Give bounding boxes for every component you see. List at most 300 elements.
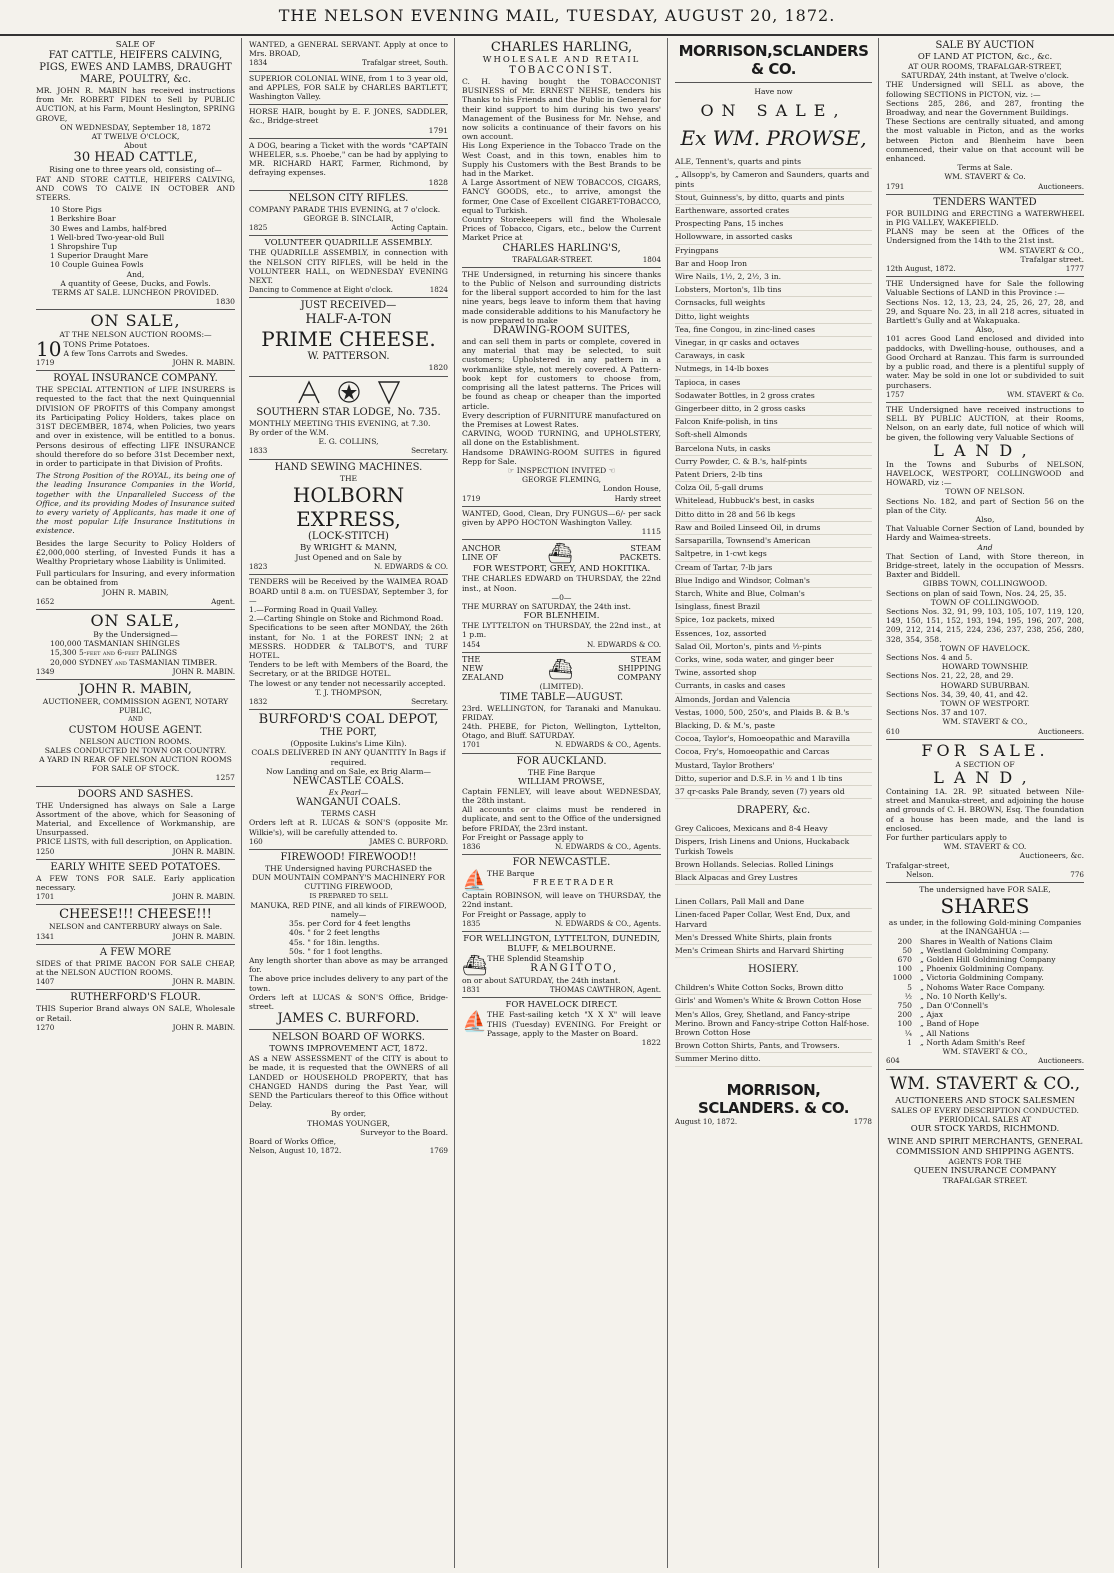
ad-heading: DOORS AND SASHES. (77, 788, 194, 800)
ad-text: About (124, 141, 147, 151)
steamship-icon: ⛴ (547, 656, 574, 681)
list-item: Spice, 1oz packets, mixed (675, 614, 872, 627)
ad-signature: GEORGE B. SINCLAIR, (303, 214, 394, 224)
ad-body: His Long Experience in the Tobacco Trade on the West Coast, and in this town, enables him to Supply his Customers with the Best Brands to be had in the Market. (462, 141, 661, 179)
share-company: „ No. 10 North Kelly's. (920, 991, 1008, 1001)
ad-body: PLANS may be seen at the Offices of the Undersigned from the 14th to the 21st inst. (886, 227, 1084, 246)
ad-signature: JOHN R. MABIN. (172, 892, 235, 902)
list-item: 45s. " for 18in. lengths. (289, 937, 380, 947)
shares-list (886, 937, 1084, 1047)
share-quantity: 670 (897, 955, 912, 965)
ad-flour (36, 990, 235, 1035)
list-item: 37 qr-casks Pale Brandy, seven (7) years old (675, 786, 872, 799)
ad-role: Acting Captain. (391, 223, 448, 233)
ad-signature: JOHN R. MABIN. (172, 1022, 235, 1032)
ad-role: Auctioneers. (1038, 1056, 1084, 1066)
ad-body: Sections No. 182, and part of Section 56 on the plan of the City. (886, 496, 1084, 515)
ad-subheading: THE PORT, (320, 727, 377, 739)
ad-body: Sections Nos. 37 and 107. (886, 708, 987, 718)
ad-body: and can sell them in parts or complete, covered in any material that may be selected, to suit customers; Upholstered in any pattern in a workmanlike style, not merely covered. A Pattern-book kept for customers to choose from, comprising all the latest patterns. The Prices will be found as cheap or cheaper than the imported article. (462, 337, 661, 411)
ad-body: Tenders to be left with Members of the Board, the Secretary, or at the BRIDGE HOTEL. (249, 660, 448, 679)
ad-text: OUR STOCK YARDS, RICHMOND. (910, 1123, 1060, 1134)
list-item: Men's Allos, Grey, Shetland, and Fancy-stripe Merino. Brown and Fancy-stripe Cotton Half-hose. Brown Cotton Hose (675, 1009, 872, 1041)
ad-text: SHIPPING (618, 663, 661, 673)
list-item: Lobsters, Morton's, 1lb tins (675, 284, 872, 297)
ad-on-sale-potatoes (36, 310, 235, 371)
ad-text: Also, (975, 325, 995, 335)
ad-subheading: TOWNS IMPROVEMENT ACT, 1872. (269, 1044, 428, 1055)
ad-sections-for-sale (886, 277, 1084, 403)
ad-anchor-line (462, 540, 661, 652)
list-item: 40s. " for 2 feet lengths (289, 928, 380, 938)
list-item: Currants, in casks and cases (675, 680, 872, 693)
ad-text: ZEALAND (462, 673, 504, 683)
ad-body: THE Undersigned having PURCHASED the (265, 863, 432, 873)
ad-headline: HOLBORN EXPRESS, (292, 482, 405, 531)
ad-nelson-rifles (249, 191, 448, 237)
ad-body: Sections Nos. 4 and 5. (886, 652, 973, 662)
ad-signature: N. EDWARDS & CO., Agents. (554, 842, 661, 852)
ad-body: THE CHARLES EDWARD on THURSDAY, the 22nd inst., at Noon. (462, 574, 661, 593)
list-item: 1 Berkshire Boar (50, 214, 116, 224)
ad-number: 604 (886, 1056, 900, 1066)
list-item: Twine, assorted shop (675, 667, 872, 680)
ad-text: A few Tons Carrots and Swedes. (63, 348, 188, 358)
share-row (886, 973, 1084, 982)
ad-signature: T. J. THOMPSON, (315, 687, 382, 697)
ad-date: ON WEDNESDAY, September 18, 1872 (60, 122, 211, 132)
list-item: Raw and Boiled Linseed Oil, in drums (675, 522, 872, 535)
ad-signature: THOMAS YOUNGER, (307, 1118, 390, 1128)
ad-text: The undersigned have FOR SALE, (919, 885, 1051, 895)
ad-subheading: (LOCK-STITCH) (308, 530, 389, 542)
ad-terms: TERMS AT SALE. LUNCHEON PROVIDED. (52, 288, 219, 298)
share-row (886, 983, 1084, 992)
ad-text: THE Fine Barque (527, 767, 596, 777)
list-item: Whitelead, Hubbuck's best, in casks (675, 495, 872, 508)
ad-signature: WM. STAVERT & CO., (942, 1047, 1028, 1057)
list-item: Cornsacks, full weights (675, 297, 872, 310)
ad-number: 1791 (886, 181, 905, 191)
drapery-list (675, 823, 872, 958)
ad-subheading: FAT CATTLE, HEIFERS CALVING, PIGS, EWES AND LAMBS, DRAUGHT MARE, POULTRY, &c. (39, 50, 232, 85)
ad-signature: N. EDWARDS & CO., Agents. (554, 918, 661, 928)
ad-text: IS PREPARED TO SELL (309, 891, 388, 900)
list-item: Soft-shell Almonds (675, 429, 872, 442)
column-1 (30, 38, 242, 1568)
list-item: Tapioca, in cases (675, 377, 872, 390)
ad-number: 1652 (36, 596, 55, 606)
ad-date: Nelson, August 10, 1872. (249, 1146, 342, 1156)
ad-body: That Valuable Corner Section of Land, bounded by Hardy and Waimea-streets. (886, 524, 1084, 543)
ad-body: Sections Nos. 32, 91, 99, 103, 105, 107, 119, 120, 149, 150, 151, 152, 193, 194, 195, 196, 207, 208, 209, 212, 214, 215, 224, 236, 237, 238, 256, 280, 328, 354, 358. (886, 606, 1084, 644)
share-company: „ Dan O'Connell's (920, 1001, 989, 1011)
ad-address: Trafalgar street. (1020, 254, 1084, 264)
ad-number: 1835 (462, 918, 481, 928)
ad-text: (Opposite Lukins's Lime Kiln). (290, 739, 407, 749)
share-quantity: ¼ (904, 1028, 912, 1038)
ad-body: A FEW TONS FOR SALE. Early application necessary. (36, 873, 235, 893)
ad-signature: W. PATTERSON. (307, 351, 390, 363)
ad-text: By order of the W.M. (249, 428, 329, 438)
ad-heading: SALE BY AUCTION (935, 40, 1035, 51)
list-item: Bar and Hoop Iron (675, 258, 872, 271)
ad-signature: JOHN R. MABIN. (172, 931, 235, 941)
ad-text: Just Opened and on Sale by (295, 552, 402, 562)
ad-body: For Freight or Passage apply to (462, 832, 584, 842)
ad-text: SALES CONDUCTED IN TOWN OR COUNTRY. (44, 745, 227, 755)
share-row (886, 937, 1084, 946)
ad-text: STEAM (630, 654, 661, 664)
steamship-icon: ⛴ (547, 541, 573, 566)
ad-signature: THOMAS CAWTHRON, Agent. (549, 985, 661, 995)
ad-charles-harling (462, 38, 661, 268)
list-item: Cocoa, Fry's, Homoeopathic and Carcas (675, 746, 872, 759)
list-item: 10 Store Pigs (50, 205, 102, 215)
ad-number: 1270 (36, 1022, 55, 1032)
list-item: Essences, 1oz, assorted (675, 628, 872, 641)
ad-heading: FOR HAVELOCK DIRECT. (505, 1000, 618, 1011)
ad-text: AGENTS FOR THE (948, 1156, 1022, 1166)
ad-headline: Ex WM. PROWSE, (680, 126, 867, 151)
ad-cattle-sale (36, 38, 235, 310)
ad-text: Dancing to Commence at Eight o'clock. (249, 285, 393, 295)
ad-body: For further particulars apply to (886, 833, 1007, 843)
list-item: 1 Superior Draught Mare (50, 251, 149, 261)
ad-prime-cheese (249, 298, 448, 376)
ad-footer-heading: MORRISON, SCLANDERS. & CO. (698, 1080, 849, 1117)
ad-signature: JOHN R. MABIN. (172, 666, 235, 676)
ad-body: PRICE LISTS, with full description, on Application. (36, 837, 233, 847)
list-item: Vestas, 1000, 500, 250's, and Plaids B. & B.'s (675, 707, 872, 720)
ad-body: 23rd. WELLINGTON, for Taranaki and Manukau. FRIDAY. (462, 703, 661, 722)
list-item: Grey Calicoes, Mexicans and 8-4 Heavy (675, 823, 872, 836)
ad-inspection: INSPECTION INVITED (516, 465, 607, 475)
ad-subheading: HOWARD SUBURBAN. (940, 680, 1030, 690)
ad-signature: E. G. COLLINS, (318, 437, 379, 447)
list-item: Brown Cotton Shirts, Pants, and Trowsers. (675, 1040, 872, 1053)
ad-number: 1830 (215, 297, 235, 307)
ad-text: SALES OF EVERY DESCRIPTION CONDUCTED. (891, 1105, 1079, 1115)
ad-text: By WRIGHT & MANN, (300, 542, 397, 553)
ad-signature: JAMES C. BURFORD. (277, 1011, 420, 1027)
ad-subheading: TOBACCONIST. (509, 65, 614, 76)
ad-text: AUCTIONEER, COMMISSION AGENT, NOTARY PUBLIC, (42, 696, 229, 716)
list-item: 30 Ewes and Lambs, half-bred (50, 223, 167, 233)
ad-body: MANUKA, RED PINE, and all kinds of FIREWOOD, namely— (250, 900, 447, 919)
ad-general-servant (249, 38, 448, 72)
ad-body: THIS Superior Brand always ON SALE, Wholesale or Retail. (36, 1004, 235, 1023)
share-row (886, 1029, 1084, 1038)
ad-headline: LAND, (933, 440, 1037, 460)
ad-tenders-waterwheel (886, 195, 1084, 277)
ad-doors-sashes (36, 787, 235, 860)
ad-number: 1777 (1065, 264, 1084, 274)
ad-number: 1832 (249, 696, 268, 706)
ad-number: 1791 (428, 125, 448, 135)
ad-signature: JOHN R. MABIN. (172, 358, 235, 368)
ad-waimea-tenders (249, 575, 448, 710)
share-quantity: 200 (897, 936, 912, 946)
ad-body: on or about SATURDAY, the 24th instant. (462, 976, 621, 986)
section-heading: HOSIERY. (748, 964, 799, 976)
ad-number: 1822 (641, 1038, 661, 1048)
ad-heading: FOR BLENHEIM. (523, 611, 600, 622)
ad-body: COMPANY PARADE THIS EVENING, at 7 o'clock. (249, 204, 441, 214)
ad-text: THE Barque (486, 869, 535, 879)
share-row (886, 964, 1084, 973)
list-item: Linen-faced Paper Collar, West End, Dux, and Harvard (675, 909, 872, 931)
ad-number: 1407 (36, 977, 55, 987)
ad-role: Surveyor to the Board. (360, 1127, 448, 1137)
list-item: Ditto, light weights (675, 311, 872, 324)
ad-heading: TENDERS WANTED (933, 196, 1037, 208)
ad-text: COMPANY (617, 673, 661, 683)
ad-text: PACKETS. (619, 553, 661, 563)
list-item: 100,000 TASMANIAN SHINGLES (50, 639, 180, 649)
ad-text (462, 466, 661, 475)
sailing-ship-icon: ⛵ (462, 1009, 487, 1034)
list-item: Summer Merino ditto. (675, 1053, 872, 1066)
ad-number: 1778 (853, 1116, 872, 1126)
ad-number: 1825 (249, 223, 268, 233)
ad-heading: RUTHERFORD'S FLOUR. (70, 992, 201, 1004)
ad-time: AT TWELVE O'CLOCK, (91, 132, 180, 142)
share-company: „ Victoria Goldmining Company. (920, 973, 1044, 983)
ad-address: TRAFALGAR-STREET. (512, 254, 593, 264)
ad-body: Handsome DRAWING-ROOM SUITES in figured Repp for Sale. (462, 447, 661, 466)
ad-text: AT OUR ROOMS, TRAFALGAR-STREET, (908, 62, 1062, 71)
column-2 (243, 38, 455, 1568)
list-item: Isinglass, finest Brazil (675, 601, 872, 614)
share-quantity: 1000 (892, 973, 912, 983)
ad-number: 1769 (429, 1146, 448, 1156)
ad-body: Full particulars for Insuring, and every information can be obtained from (36, 569, 235, 588)
ad-heading: CHEESE!!! CHEESE!!! (59, 907, 212, 923)
list-item: 15,300 5-feet and 6-feet PALINGS (50, 648, 178, 658)
ad-seed-potatoes (36, 860, 235, 906)
ad-body: 24th. PHEBE, for Picton, Wellington, Lyttelton, Otago, and Bluff. SATURDAY. (462, 721, 661, 741)
ad-date: August 10, 1872. (675, 1116, 738, 1126)
column-4 (669, 38, 879, 1568)
ad-number: 1820 (428, 363, 448, 373)
share-row (886, 1038, 1084, 1047)
list-item: Cream of Tartar, 7-lb jars (675, 562, 872, 575)
share-company: „ Ajax (920, 1010, 943, 1020)
ad-subheading: TOWN OF HAVELOCK. (940, 643, 1030, 653)
ad-signature: JOHN R. MABIN. (172, 977, 235, 987)
ad-signature: N. EDWARDS & CO., Agents. (554, 740, 661, 750)
ad-ship-name: RANGITOTO, (530, 963, 619, 975)
list-item: Dispers, Irish Linens and Unions, Huckaback Turkish Towels (675, 836, 872, 858)
ad-heading: ON SALE, (90, 610, 181, 630)
share-company: „ Nohoms Water Race Company. (920, 982, 1045, 992)
share-row (886, 1010, 1084, 1019)
ad-role: Auctioneers. (1038, 726, 1084, 736)
ad-body: All accounts or claims must be rendered in duplicate, and sent to the Office of the undersigned before FRIDAY, the 23rd instant. (462, 805, 662, 833)
ad-date: 12th August, 1872. (886, 264, 956, 274)
ad-number: 1341 (36, 931, 55, 941)
ad-body: THE Fast-sailing ketch "X X X" will leave THIS (Tuesday) EVENING. For Freight or Passage, apply to the Master on Board. (486, 1010, 661, 1038)
ad-picton-auction (886, 38, 1084, 195)
ad-text: And, (126, 269, 145, 279)
ad-text: AND (128, 716, 143, 724)
ad-text: ANCHOR (462, 544, 501, 554)
ad-heading: FOR AUCKLAND. (516, 755, 607, 767)
ad-burford-coal (249, 710, 448, 850)
ad-body: SUPERIOR COLONIAL WINE, from 1 to 3 year old, and APPLES, FOR SALE by CHARLES BARTLETT, Washington Valley. (249, 73, 448, 102)
ad-colonial-wine (249, 72, 448, 106)
ad-dog (249, 139, 448, 191)
ad-headline: LAND, (933, 768, 1037, 788)
column-3 (456, 38, 668, 1568)
section-heading: DRAPERY, &c. (736, 805, 811, 817)
ad-body: THE QUADRILLE ASSEMBLY, in connection with the NELSON CITY RIFLES, will be held in the VOLUNTEER HALL, on WEDNESDAY EVENING NEXT. (249, 248, 448, 286)
ad-number: 1454 (462, 639, 481, 649)
ad-body: Country Storekeepers will find the Wholesale Prices of Tobacco, Cigars, etc., below the Current Market Price at (462, 215, 661, 243)
ad-heading: DRAWING-ROOM SUITES, (492, 325, 631, 337)
ad-on-sale-timber (36, 610, 235, 680)
ad-number: 1834 (249, 58, 268, 68)
list-item: Prospecting Pans, 15 inches (675, 218, 872, 231)
ad-signature: WM. STAVERT & CO., (942, 717, 1028, 727)
ad-body: THE Undersigned has always on Sale a Large Assortment of the above, which for Seasoning of Material, and Excellence of Workmanship, are Unsurpassed. (36, 800, 235, 838)
ad-number: 610 (886, 726, 900, 736)
ad-body: Specifications to be seen after MONDAY, the 26th instant, for No. 1 at the FOREST INN; 2 at MESSRS. HODDER & TALBOT'S, and TURF HOTEL. (249, 623, 448, 660)
ad-body: THE Undersigned, in returning his sincere thanks to the Public of Nelson and surrounding districts for the liberal support accorded to him for the last nine years, begs leave to inform them that having made considerable additions to his Manufactory he is now prepared to make (462, 269, 661, 325)
ad-heading: SALE OF (115, 40, 156, 50)
list-item: 2.—Carting Shingle on Stoke and Richmond Road. (249, 614, 444, 624)
ad-number: 1701 (36, 892, 55, 902)
ad-text: FAT AND STORE CATTLE, HEIFERS CALVING, AND COWS TO CALVE IN OCTOBER AND STEERS. (36, 174, 235, 203)
list-item: ALE, Tennent's, quarts and pints (675, 156, 872, 169)
ad-body: Now Landing and on Sale, ex Brig Alarm— (265, 766, 432, 776)
ad-body: THE Undersigned will SELL as above, the following SECTIONS in PICTON, viz. :— (886, 80, 1084, 99)
ad-heading: HAND SEWING MACHINES. (274, 461, 423, 473)
ad-body: Captain FENLEY, will leave about WEDNESDAY, the 28th instant. (462, 786, 661, 805)
ad-text: Have now (754, 87, 793, 96)
ad-signature: JOHN R. MABIN. (172, 846, 235, 856)
ad-body: Containing 1A. 2R. 9P. situated between Nile-street and Manuka-street, and adjoining the house and grounds of C. H. BROWN, Esq. The foundation of a house has been made, and the land is enclosed. (886, 787, 1084, 833)
ad-heading: A FEW MORE (99, 946, 172, 958)
ad-body: HORSE HAIR, bought by E. F. JONES, SADDLER, &c., Bridge-street (249, 107, 448, 126)
ad-body: MR. JOHN R. MABIN has received instructions from Mr. ROBERT FIDEN to Sell by PUBLIC AUCTION, at his Farm, Mount Heslington, SPRING GROVE, (36, 86, 235, 123)
share-company: „ All Nations (920, 1028, 970, 1038)
ad-body: WANTED, a GENERAL SERVANT. Apply at once to Mrs. BROAD, (249, 40, 448, 59)
list-item: Patent Driers, 2-lb tins (675, 469, 872, 482)
ad-body: WANTED, Good, Clean, Dry FUNGUS—6/- per sack given by APPO HOCTON Washington Valley. (462, 508, 661, 527)
list-item: 1.—Forming Road in Quail Valley. (249, 604, 378, 614)
ad-royal-insurance (36, 371, 235, 610)
ad-text: QUEEN INSURANCE COMPANY (913, 1166, 1057, 1177)
ad-number: 1257 (215, 773, 235, 783)
ad-heading: NELSON CITY RIFLES. (288, 192, 409, 204)
ad-subheading: HOWARD TOWNSHIP. (941, 662, 1029, 672)
ad-ship-name: FREETRADER (532, 878, 616, 889)
ad-subheading: HALF-A-TON (305, 312, 392, 328)
ad-body: FOR BUILDING and ERECTING a WATERWHEEL in PIG VALLEY, WAKEFIELD. (886, 208, 1084, 228)
ad-body: Captain ROBINSON, will leave on THURSDAY, the 22nd instant. (462, 891, 661, 910)
ad-number: 1701 (462, 740, 481, 750)
ad-body: COALS DELIVERED IN ANY QUANTITY In Bags if required. (251, 748, 446, 767)
ad-heading: SOUTHERN STAR LODGE, No. 735. (256, 406, 441, 418)
list-item: Brown Hollands. Selecias. Rolled Linings (675, 859, 872, 872)
ad-for-auckland (462, 754, 661, 856)
hosiery-list (675, 982, 872, 1066)
share-quantity: 50 (902, 945, 912, 955)
ad-date: SATURDAY, 24th instant, at Twelve o'clock. (901, 71, 1069, 81)
ad-southern-star-lodge (249, 377, 448, 460)
list-item: Cocoa, Taylor's, Homoeopathic and Maravilla (675, 733, 872, 746)
list-item: Barcelona Nuts, in casks (675, 443, 872, 456)
share-quantity: 1 (907, 1037, 912, 1047)
ad-subheading: WANGANUI COALS. (296, 797, 401, 809)
ad-number: 1349 (36, 666, 55, 676)
ad-text: PERIODICAL SALES AT (938, 1114, 1032, 1124)
ad-number: 1833 (249, 446, 268, 456)
share-row (886, 946, 1084, 955)
list-item: Mustard, Taylor Brothers' (675, 760, 872, 773)
share-quantity: 200 (897, 1010, 912, 1020)
ad-terms: Terms at Sale. (957, 163, 1013, 173)
ad-signature: WM. STAVERT & Co. (1007, 389, 1084, 399)
ad-nz-shipping (462, 653, 661, 754)
ad-body: Any length shorter than above as may be arranged for. (249, 956, 448, 975)
ad-rangitoto (462, 932, 661, 998)
ad-body: MONTHLY MEETING THIS EVENING, at 7.30. (249, 418, 431, 428)
ad-heading: MORRISON,SCLANDERS & CO. (675, 38, 872, 83)
list-item: Almonds, Jordan and Valencia (675, 694, 872, 707)
masthead: THE NELSON EVENING MAIL, TUESDAY, AUGUST 20, 1872. (0, 0, 1114, 36)
share-company: Shares in Wealth of Nations Claim (920, 936, 1053, 946)
ad-signature: GEORGE FLEMING, (521, 475, 602, 485)
ad-body: Sections Nos. 34, 39, 40, 41, and 42. (886, 689, 1028, 699)
list-item: 10 Couple Guinea Fowls (50, 260, 144, 270)
ad-subheading: OF LAND AT PICTON, &c., &c. (917, 52, 1053, 62)
ad-firewood (249, 850, 448, 1030)
ad-for-newcastle (462, 855, 661, 932)
ad-body: Besides the large Security to Policy Holders of £2,000,000 sterling, of Invested Funds it has a Wealthy Proprietary whose Liability is Unlimited. (36, 538, 235, 566)
share-company: „ Golden Hill Goldmining Company (920, 955, 1056, 965)
ad-heading: ON SALE, (90, 311, 181, 331)
ad-fleming-furniture (462, 268, 661, 507)
ad-body: Every description of FURNITURE manufactured on the Premises at Lowest Rates. (462, 410, 661, 429)
ad-body: THE MURRAY on SATURDAY, the 24th inst. (462, 601, 631, 611)
ad-text: NEW (462, 663, 484, 673)
list-item: Blacking, D. & M.'s, paste (675, 720, 872, 733)
ad-text: A quantity of Geese, Ducks, and Fowls. (60, 278, 211, 288)
ad-text: And (977, 542, 993, 552)
list-item: Tea, fine Congou, in zinc-lined cases (675, 324, 872, 337)
ad-stavert-card (886, 1070, 1084, 1189)
list-item: Men's Dressed White Shirts, plain fronts (675, 932, 872, 945)
ad-role: Auctioneers. (1038, 181, 1084, 191)
ad-signature: WM. STAVERT & CO. (943, 842, 1027, 852)
ad-heading: NELSON BOARD OF WORKS. (272, 1032, 425, 1044)
share-quantity: 100 (897, 1019, 912, 1029)
ad-land-auction (886, 403, 1084, 740)
ad-signature: WM. STAVERT & Co. (944, 172, 1026, 182)
ad-headline: SHARES (940, 894, 1030, 919)
ad-address: Hardy street (614, 493, 661, 503)
ad-text: LINE OF (462, 553, 498, 563)
ad-heading: JUST RECEIVED— (300, 300, 397, 312)
ad-subheading: GIBBS TOWN, COLLINGWOOD. (922, 579, 1048, 589)
list-item: Starch, White and Blue, Colman's (675, 588, 872, 601)
ad-address: Nelson. (906, 869, 934, 879)
ad-body: Orders left at LUCAS & SON'S Office, Bridge-street. (249, 992, 448, 1012)
ad-body: THE LYTTELTON on THURSDAY, the 22nd inst., at 1 p.m. (462, 621, 661, 640)
